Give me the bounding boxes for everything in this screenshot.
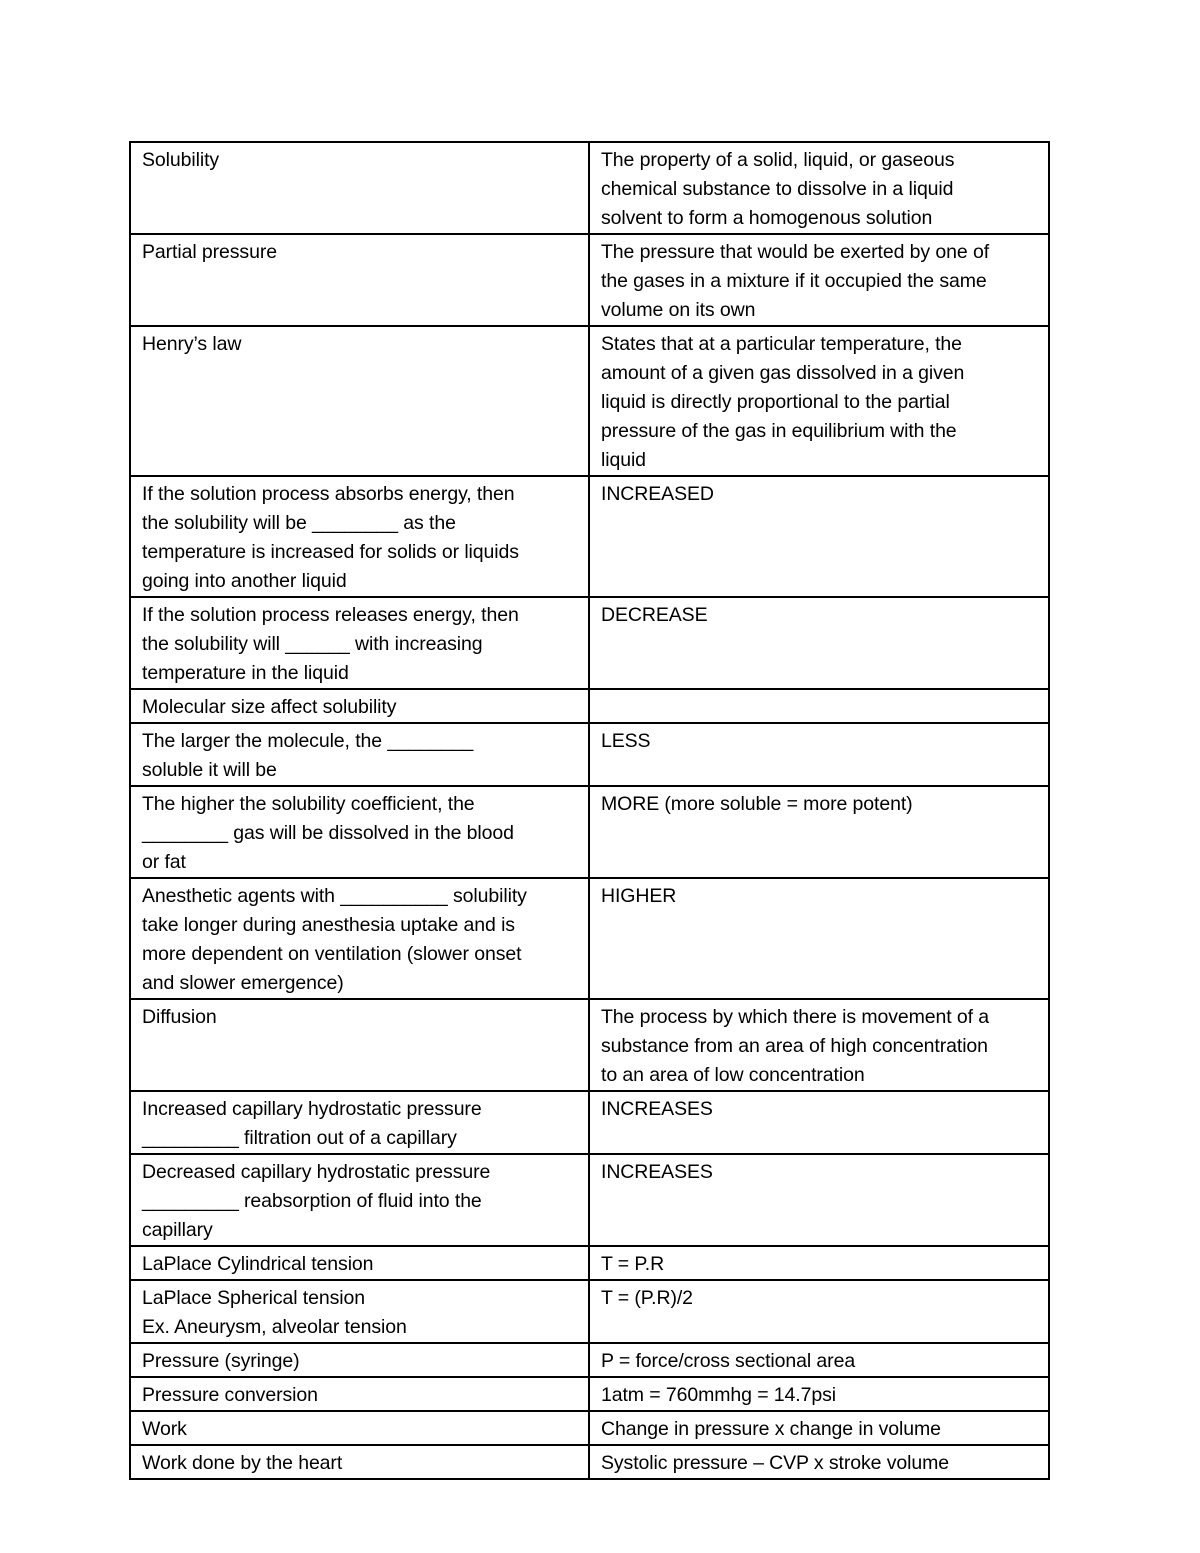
term-line: going into another liquid	[142, 570, 347, 592]
term-cell	[130, 1154, 589, 1246]
term-line: Solubility	[142, 149, 220, 171]
term-line: the solubility will ______ with increasing	[142, 633, 483, 655]
term-line: If the solution process absorbs energy, then	[142, 483, 515, 505]
table-row	[130, 786, 1049, 878]
term-line: Diffusion	[142, 1006, 217, 1028]
term-line: The larger the molecule, the ________	[142, 730, 474, 752]
term-line: and slower emergence)	[142, 972, 344, 994]
definition-line: 1atm = 760mmhg = 14.7psi	[601, 1384, 836, 1406]
term-cell	[130, 476, 589, 597]
table-row	[130, 476, 1049, 597]
definition-line: solvent to form a homogenous solution	[601, 207, 933, 229]
definition-line: volume on its own	[601, 299, 756, 321]
term-line: take longer during anesthesia uptake and is	[142, 914, 515, 936]
term-line: _________ filtration out of a capillary	[142, 1127, 457, 1149]
term-cell	[130, 1280, 589, 1343]
definition-cell	[589, 1154, 1049, 1246]
term-cell	[130, 1411, 589, 1445]
definition-cell	[589, 1411, 1049, 1445]
term-line: or fat	[142, 851, 186, 873]
definition-cell	[589, 1343, 1049, 1377]
term-line: Pressure (syringe)	[142, 1350, 300, 1372]
term-line: capillary	[142, 1219, 213, 1241]
definition-cell	[589, 234, 1049, 326]
term-line: Increased capillary hydrostatic pressure	[142, 1098, 482, 1120]
term-line: Anesthetic agents with __________ solubility	[142, 885, 527, 907]
definition-cell	[589, 326, 1049, 476]
term-cell	[130, 878, 589, 999]
term-line: Henry’s law	[142, 333, 242, 355]
term-line: Decreased capillary hydrostatic pressure	[142, 1161, 491, 1183]
definition-cell	[589, 1445, 1049, 1479]
term-line: LaPlace Cylindrical tension	[142, 1253, 374, 1275]
definition-cell	[589, 689, 1049, 723]
term-line: the solubility will be ________ as the	[142, 512, 456, 534]
definition-line: INCREASES	[601, 1161, 713, 1183]
table-row	[130, 689, 1049, 723]
definition-line: INCREASED	[601, 483, 714, 505]
definition-line: to an area of low concentration	[601, 1064, 865, 1086]
definition-line: LESS	[601, 730, 651, 752]
table-row	[130, 1246, 1049, 1280]
term-line: _________ reabsorption of fluid into the	[142, 1190, 482, 1212]
table-row	[130, 999, 1049, 1091]
term-line: The higher the solubility coefficient, the	[142, 793, 475, 815]
definition-line: The property of a solid, liquid, or gaseous	[601, 149, 955, 171]
term-cell	[130, 1377, 589, 1411]
term-line: Molecular size affect solubility	[142, 696, 397, 718]
term-line: If the solution process releases energy, then	[142, 604, 519, 626]
definition-cell	[589, 1246, 1049, 1280]
definition-line: DECREASE	[601, 604, 708, 626]
definition-line: liquid	[601, 449, 646, 471]
term-cell	[130, 786, 589, 878]
definition-cell	[589, 476, 1049, 597]
table-row	[130, 1091, 1049, 1154]
definition-line: The process by which there is movement of a	[601, 1006, 990, 1028]
definition-cell	[589, 142, 1049, 234]
glossary-table	[129, 141, 1050, 1480]
definition-cell	[589, 723, 1049, 786]
term-cell	[130, 326, 589, 476]
definition-line: T = (P.R)/2	[601, 1287, 693, 1309]
definition-line: the gases in a mixture if it occupied the same	[601, 270, 987, 292]
term-line: Work	[142, 1418, 187, 1440]
table-row	[130, 878, 1049, 999]
definition-line: MORE (more soluble = more potent)	[601, 793, 913, 815]
table-row	[130, 326, 1049, 476]
definition-line: States that at a particular temperature, the	[601, 333, 962, 355]
definition-line: P = force/cross sectional area	[601, 1350, 856, 1372]
term-line: LaPlace Spherical tension	[142, 1287, 365, 1309]
table-row	[130, 723, 1049, 786]
term-line: ________ gas will be dissolved in the blood	[142, 822, 514, 844]
definition-cell	[589, 878, 1049, 999]
term-cell	[130, 142, 589, 234]
definition-line: INCREASES	[601, 1098, 713, 1120]
table-row	[130, 1280, 1049, 1343]
term-cell	[130, 1091, 589, 1154]
definition-line: Systolic pressure – CVP x stroke volume	[601, 1452, 949, 1474]
definition-line: The pressure that would be exerted by one of	[601, 241, 990, 263]
term-cell	[130, 1246, 589, 1280]
definition-cell	[589, 597, 1049, 689]
term-line: temperature is increased for solids or liquids	[142, 541, 519, 563]
term-line: more dependent on ventilation (slower onset	[142, 943, 522, 965]
table-row	[130, 597, 1049, 689]
term-cell	[130, 1343, 589, 1377]
definition-cell	[589, 1377, 1049, 1411]
table-row	[130, 1343, 1049, 1377]
glossary-table-body	[130, 142, 1049, 1479]
definition-cell	[589, 999, 1049, 1091]
term-cell	[130, 597, 589, 689]
term-cell	[130, 689, 589, 723]
table-row	[130, 142, 1049, 234]
definition-line: T = P.R	[601, 1253, 665, 1275]
definition-line: HIGHER	[601, 885, 677, 907]
definition-line: amount of a given gas dissolved in a given	[601, 362, 965, 384]
definition-cell	[589, 1091, 1049, 1154]
term-cell	[130, 1445, 589, 1479]
table-row	[130, 1445, 1049, 1479]
table-row	[130, 1377, 1049, 1411]
definition-cell	[589, 1280, 1049, 1343]
term-cell	[130, 999, 589, 1091]
term-line: Work done by the heart	[142, 1452, 343, 1474]
table-row	[130, 1154, 1049, 1246]
table-row	[130, 1411, 1049, 1445]
term-line: Ex. Aneurysm, alveolar tension	[142, 1316, 407, 1338]
term-cell	[130, 723, 589, 786]
definition-line: substance from an area of high concentration	[601, 1035, 988, 1057]
term-line: temperature in the liquid	[142, 662, 349, 684]
term-line: Partial pressure	[142, 241, 277, 263]
definition-line: chemical substance to dissolve in a liquid	[601, 178, 954, 200]
definition-line: Change in pressure x change in volume	[601, 1418, 941, 1440]
definition-line: liquid is directly proportional to the partial	[601, 391, 950, 413]
term-line: soluble it will be	[142, 759, 277, 781]
term-cell	[130, 234, 589, 326]
term-line: Pressure conversion	[142, 1384, 318, 1406]
definition-cell	[589, 786, 1049, 878]
definition-line: pressure of the gas in equilibrium with the	[601, 420, 957, 442]
table-row	[130, 234, 1049, 326]
